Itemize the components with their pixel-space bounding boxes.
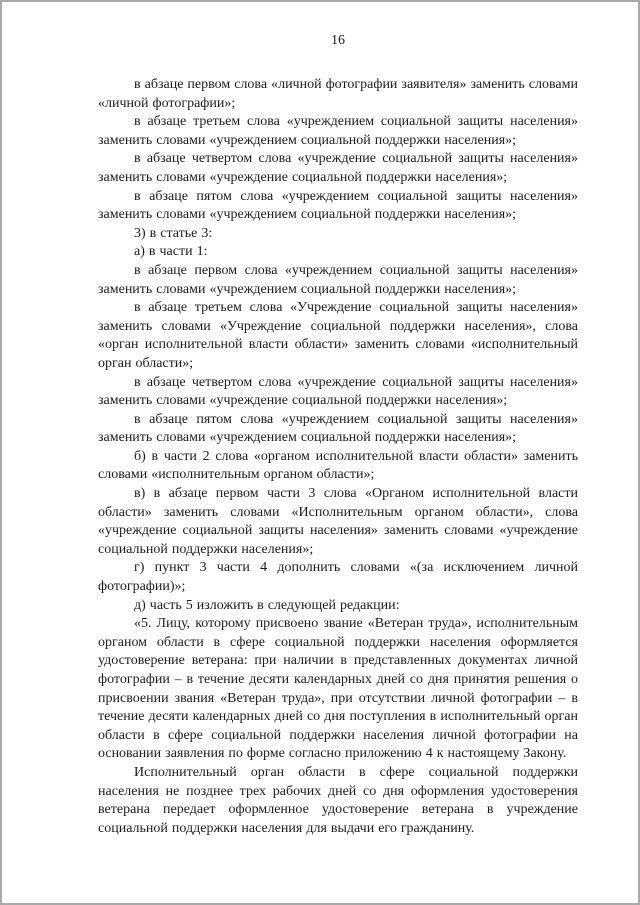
- content-column: [98, 32, 578, 838]
- document-body: [98, 76, 578, 838]
- paragraph: в абзаце первом слова «учреждением социальной защиты населения» заменить словами «учреждением социальной поддержки населения»;: [98, 262, 578, 297]
- paragraph: в абзаце четвертом слова «учреждение социальной защиты населения» заменить словами «учреждение социальной поддержки населения»;: [98, 151, 578, 185]
- paragraph: г) пункт 3 части 4 дополнить словами «(за исключением личной фотографии)»;: [98, 560, 578, 595]
- paragraph: Исполнительный орган области в сфере социальной поддержки населения не позднее трех рабочих дней со дня оформления удостоверения ветерана передает оформленное удостоверение ветерана в учреждение социальной поддержки населения для выдачи его гражданину.: [98, 764, 578, 836]
- paragraph: в абзаце третьем слова «Учреждение социальной защиты населения» заменить словами «Учреждение социальной поддержки населения», слова «орган исполнительной власти области» заменить словами «исполнительный орган области»;: [98, 300, 578, 371]
- page-number: 16: [331, 33, 345, 48]
- paragraph: «5. Лицу, которому присвоено звание «Ветеран труда», исполнительным органом области в сфере социальной поддержки населения оформляется удостоверение ветерана: при наличии в представленных документах личной фотографии – в течение десяти календарных дней со дня принятия решения о присвоении звания «Ветеран труда», при отсутствии личной фотографии – в течение десяти календарных дней со дня поступления в исполнительный орган области в сфере социальной поддержки населения личной фотографии на основании заявления по форме согласно приложению 4 к настоящему Закону.: [98, 616, 578, 762]
- paragraph: д) часть 5 изложить в следующей редакции:: [134, 597, 400, 613]
- paragraph: в абзаце пятом слова «учреждением социальной защиты населения» заменить словами «учреждением социальной поддержки населения»;: [98, 411, 578, 446]
- paragraph: в абзаце третьем слова «учреждением социальной защиты населения» заменить словами «учреждением социальной поддержки населения»;: [98, 114, 578, 148]
- paragraph: в абзаце четвертом слова «учреждение социальной защиты населения» заменить словами «учреждение социальной поддержки населения»;: [98, 374, 578, 409]
- paragraph: в абзаце пятом слова «учреждением социальной защиты населения» заменить словами «учреждением социальной поддержки населения»;: [98, 188, 578, 223]
- paragraph: б) в части 2 слова «органом исполнительной власти области» заменить словами «исполнительным органом области»;: [98, 448, 578, 483]
- paragraph: в абзаце первом слова «личной фотографии заявителя» заменить словами «личной фотографии»;: [98, 77, 578, 111]
- paragraph: в) в абзаце первом части 3 слова «Органом исполнительной власти области» заменить словами «Исполнительным органом области», слова «учреждение социальной защиты населения» заменить словами «учреждение социальной поддержки населения»;: [98, 486, 578, 557]
- paragraph: а) в части 1:: [134, 244, 208, 260]
- paragraph: 3) в статье 3:: [134, 225, 213, 241]
